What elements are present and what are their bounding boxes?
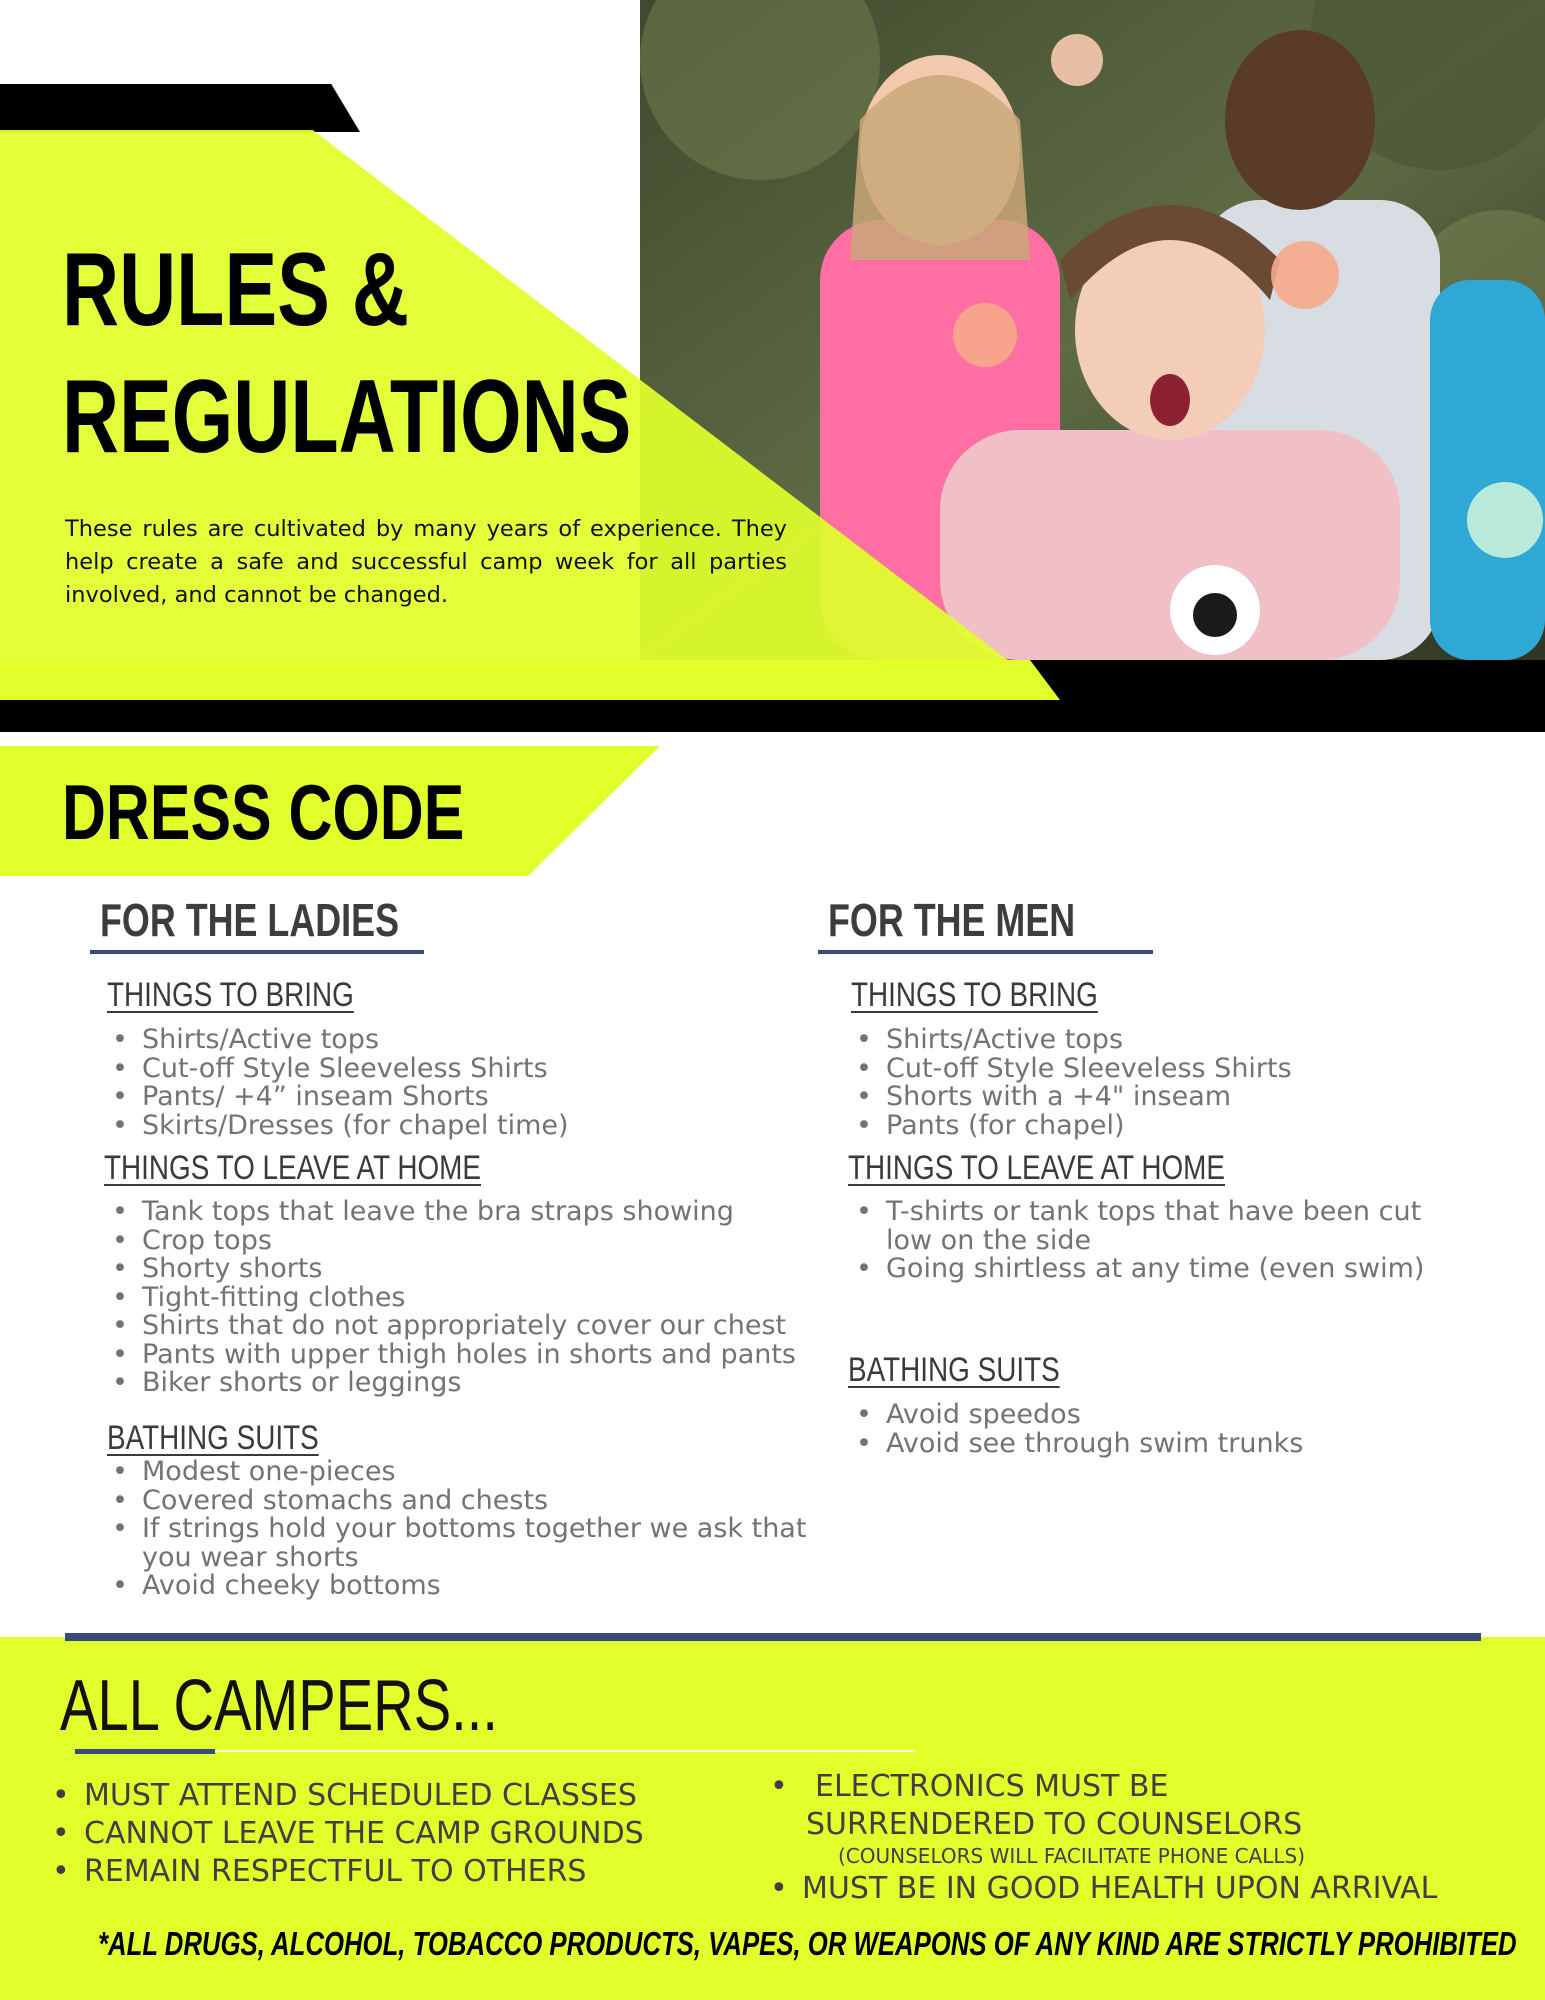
list-item: • Crop tops	[108, 1227, 848, 1256]
header-bottom-bar-right	[1040, 660, 1545, 732]
list-item: • Pants/ +4” inseam Shorts	[108, 1083, 828, 1112]
ladies-heading: FOR THE LADIES	[100, 894, 400, 946]
list-item: • Shirts that do not appropriately cover our chest	[108, 1312, 848, 1341]
all-campers-title: ALL CAMPERS...	[60, 1666, 498, 1746]
list-item: • Skirts/Dresses (for chapel time)	[108, 1112, 828, 1141]
bullet: •	[770, 1769, 788, 1804]
list-item: • Cut-off Style Sleeveless Shirts	[852, 1055, 1492, 1084]
header-black-bar	[0, 84, 360, 132]
electronics-line1: ELECTRONICS MUST BE	[815, 1769, 1169, 1804]
list-item: • Tight-fitting clothes	[108, 1284, 848, 1313]
list-item: • Biker shorts or leggings	[108, 1369, 848, 1398]
list-item: • Shorts with a +4" inseam	[852, 1083, 1492, 1112]
list-item: • Shirts/Active tops	[108, 1026, 828, 1055]
ladies-leave-list	[108, 1198, 848, 1398]
dress-code-title: DRESS CODE	[62, 768, 465, 856]
men-leave-heading: THINGS TO LEAVE AT HOME	[848, 1149, 1225, 1187]
list-item: • Cut-off Style Sleeveless Shirts	[108, 1055, 828, 1084]
list-item: • Avoid see through swim trunks	[852, 1430, 1462, 1459]
campers-right-block	[770, 1768, 1437, 1908]
ladies-heading-rule	[90, 950, 424, 954]
list-item: • Pants (for chapel)	[852, 1112, 1492, 1141]
men-swim-list	[852, 1401, 1462, 1458]
page-title-line1: RULES &	[62, 232, 409, 348]
men-bring-list	[852, 1026, 1492, 1140]
men-bring-heading: THINGS TO BRING	[851, 976, 1098, 1014]
bullet: •	[770, 1871, 788, 1906]
list-item: • Covered stomachs and chests	[108, 1487, 838, 1516]
list-item: • Pants with upper thigh holes in shorts and pants	[108, 1341, 848, 1370]
list-item	[770, 1870, 1437, 1908]
list-item: • Tank tops that leave the bra straps showing	[108, 1198, 848, 1227]
list-item: • T-shirts or tank tops that have been cut low on the side	[852, 1198, 1462, 1255]
electronics-line2: SURRENDERED TO COUNSELORS	[806, 1807, 1303, 1842]
header-lime-band-bottom	[0, 660, 1060, 700]
ladies-swim-heading: BATHING SUITS	[107, 1419, 319, 1457]
list-item: • Going shirtless at any time (even swim)	[852, 1255, 1462, 1284]
ladies-swim-list	[108, 1458, 838, 1601]
list-item: • Avoid cheeky bottoms	[108, 1572, 838, 1601]
men-heading-rule	[818, 950, 1153, 954]
ladies-bring-heading: THINGS TO BRING	[107, 976, 354, 1014]
list-item: • Modest one-pieces	[108, 1458, 838, 1487]
page-title-line2: REGULATIONS	[62, 359, 632, 475]
ladies-leave-heading: THINGS TO LEAVE AT HOME	[104, 1149, 481, 1187]
campers-left-list	[48, 1777, 644, 1891]
section-divider	[65, 1633, 1481, 1641]
list-item: • CANNOT LEAVE THE CAMP GROUNDS	[48, 1815, 644, 1853]
all-campers-rule	[75, 1749, 215, 1754]
intro-paragraph: These rules are cultivated by many years of experience. They help create a safe and successful camp week for all parties involved, and cannot be changed.	[65, 516, 787, 608]
health-item: MUST BE IN GOOD HEALTH UPON ARRIVAL	[802, 1871, 1438, 1906]
all-campers-rule-thin	[215, 1750, 915, 1752]
list-item: • Shorty shorts	[108, 1255, 848, 1284]
prohibited-notice: *ALL DRUGS, ALCOHOL, TOBACCO PRODUCTS, VAPES, OR WEAPONS OF ANY KIND ARE STRICTLY PROHIBITED	[98, 1925, 1517, 1962]
list-item: • Shirts/Active tops	[852, 1026, 1492, 1055]
men-heading: FOR THE MEN	[828, 894, 1076, 946]
list-item: • REMAIN RESPECTFUL TO OTHERS	[48, 1853, 644, 1891]
list-item: • Avoid speedos	[852, 1401, 1462, 1430]
list-item: • MUST ATTEND SCHEDULED CLASSES	[48, 1777, 644, 1815]
ladies-bring-list	[108, 1026, 828, 1140]
list-item: • If strings hold your bottoms together we ask that you wear shorts	[108, 1515, 838, 1572]
men-leave-list	[852, 1198, 1462, 1284]
men-swim-heading: BATHING SUITS	[848, 1351, 1060, 1389]
list-item	[770, 1768, 1437, 1806]
electronics-note: (COUNSELORS WILL FACILITATE PHONE CALLS)	[838, 1844, 1306, 1868]
